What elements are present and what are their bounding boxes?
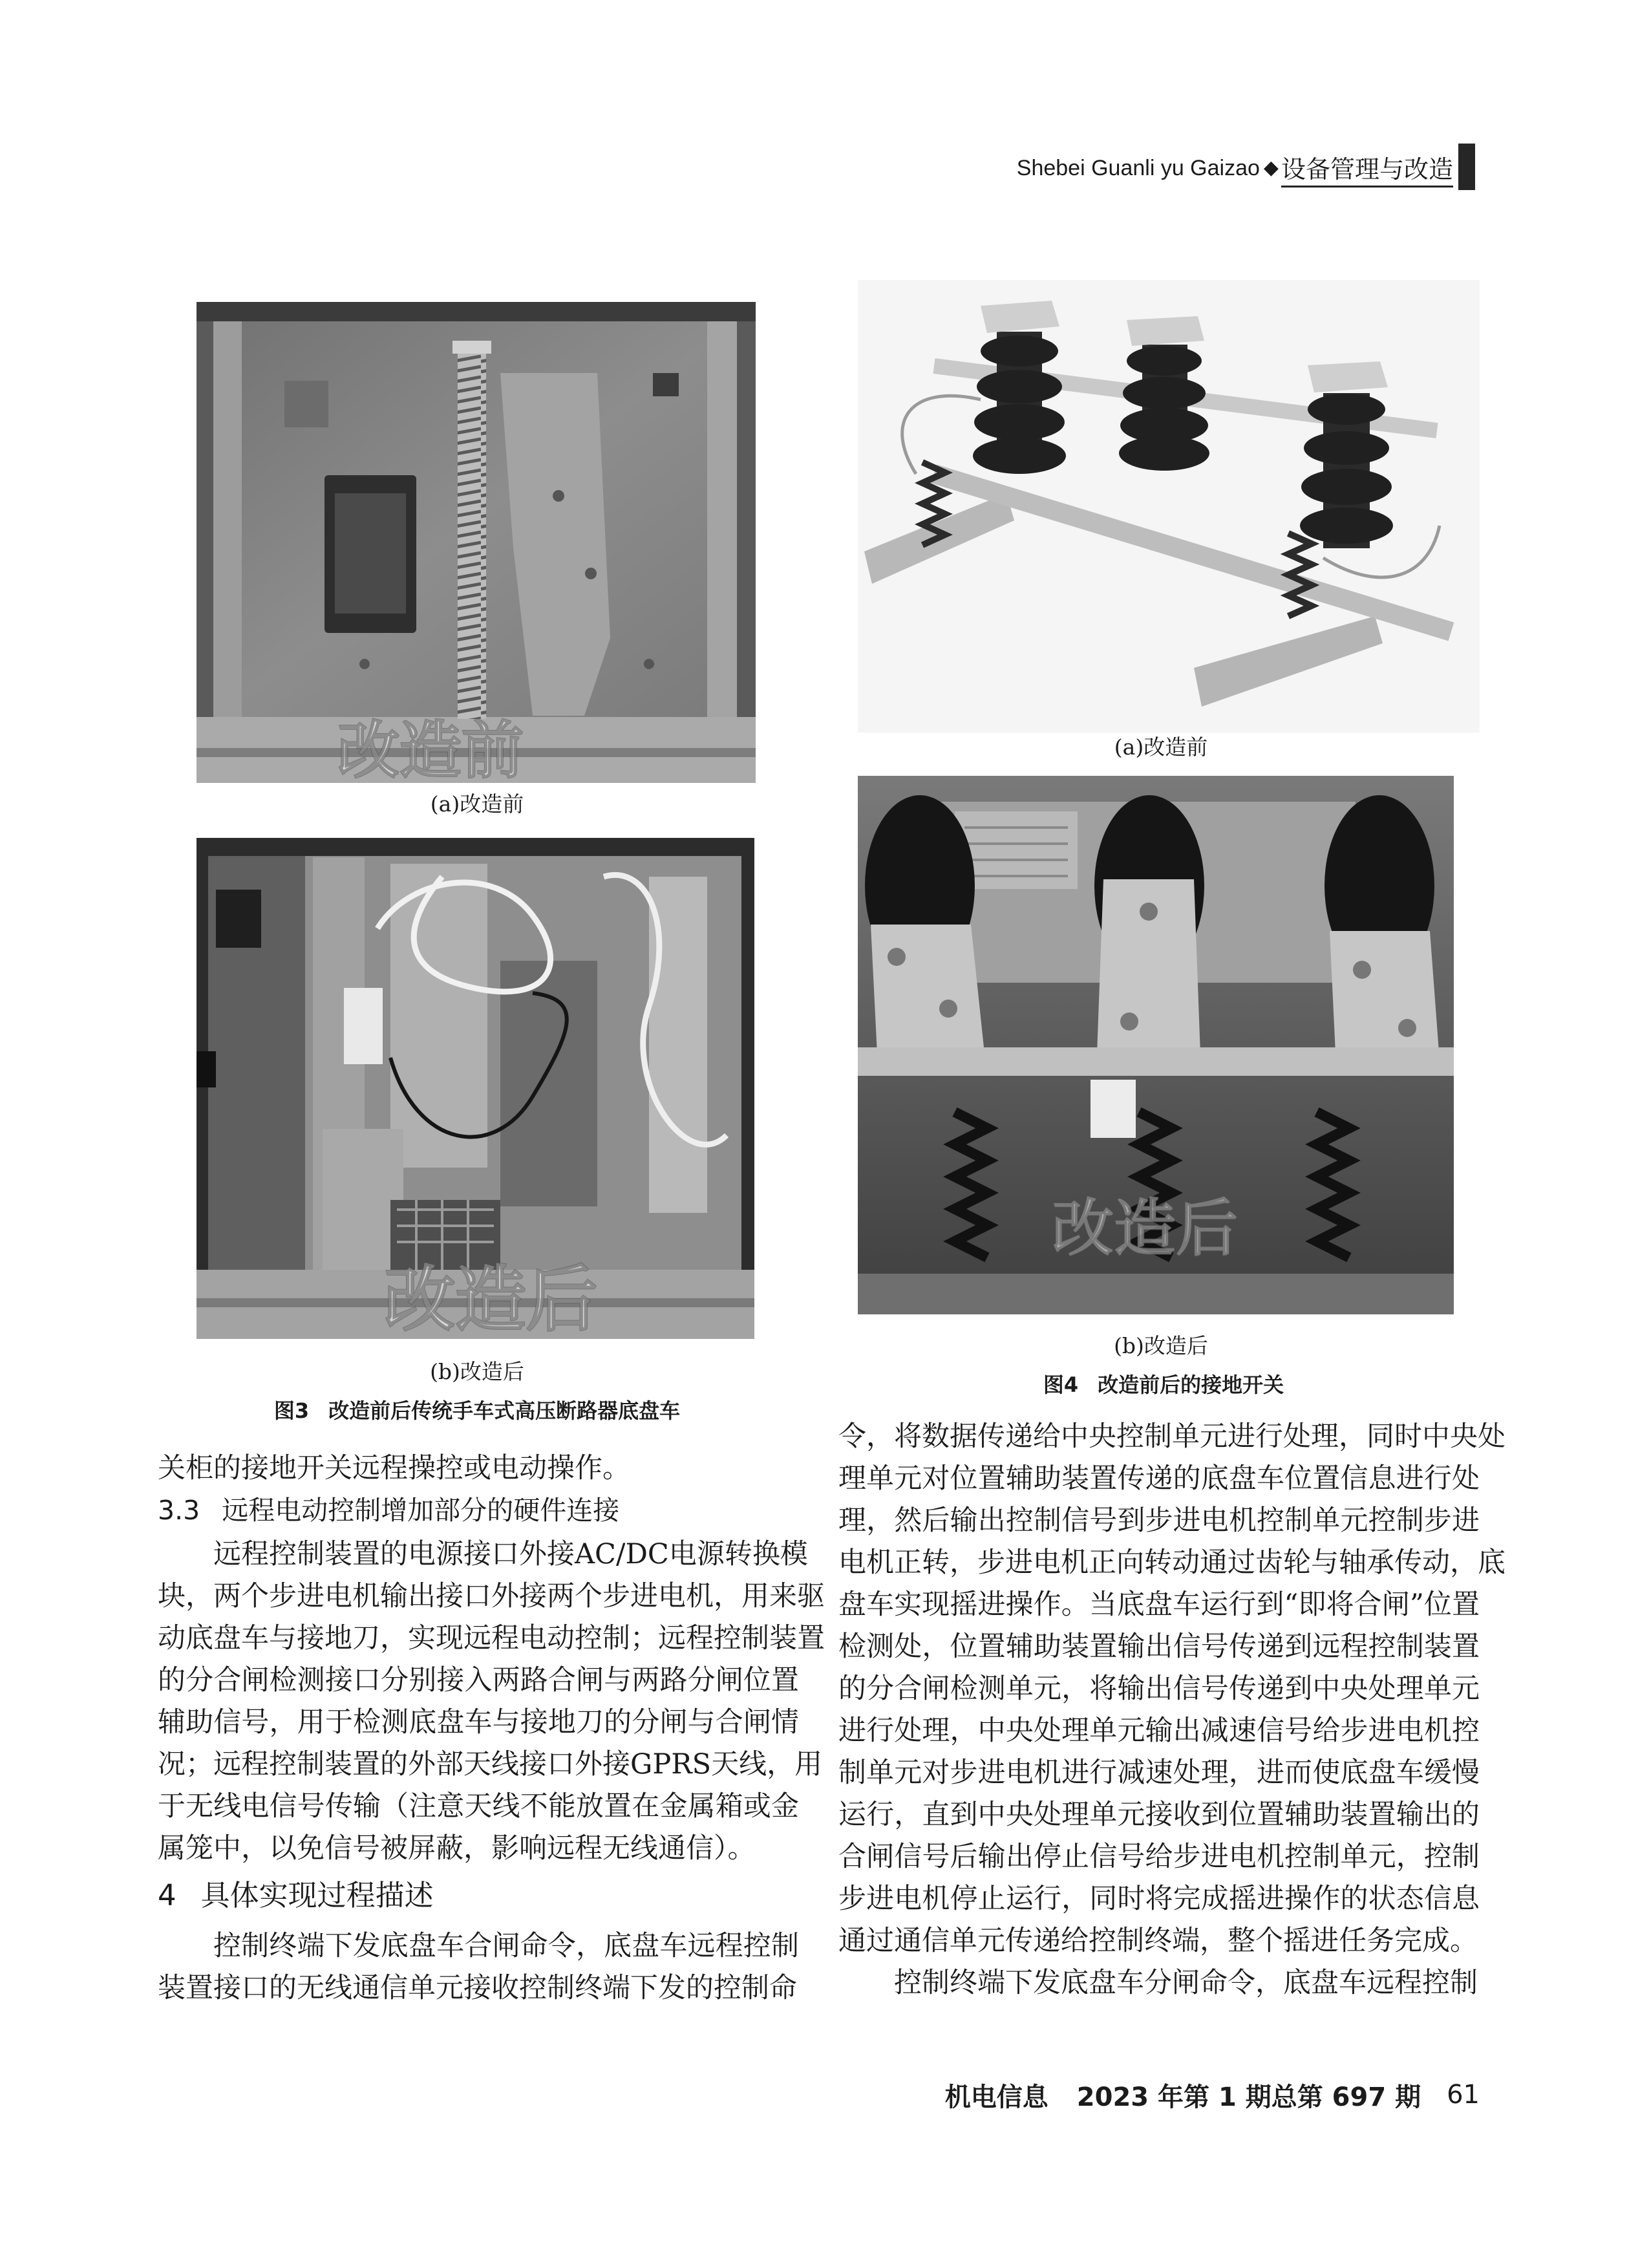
text-line: 装置接口的无线通信单元接收控制终端下发的控制命 <box>158 1972 797 2004</box>
earthing-switch-before-image <box>858 280 1480 733</box>
figure4b-caption: (b)改造后 <box>1114 1333 1208 1358</box>
text-line: 通过通信单元传递给控制终端，整个摇进任务完成。 <box>838 1925 1478 1957</box>
text-line: 运行，直到中央处理单元接收到位置辅助装置输出的 <box>838 1799 1480 1831</box>
text-line: 理，然后输出控制信号到步进电机控制单元控制步进 <box>838 1504 1480 1537</box>
text-line: 理单元对位置辅助装置传递的底盘车位置信息进行处 <box>838 1462 1480 1495</box>
journal-name: 机电信息 <box>944 2082 1048 2112</box>
paragraph-process-start <box>158 1925 799 2009</box>
text-line: 进行处理，中央处理单元输出减速信号给步进电机控 <box>838 1715 1480 1747</box>
text-line: 远程控制装置的电源接口外接AC/DC电源转换模 <box>213 1538 808 1570</box>
text-line: 步进电机停止运行，同时将完成摇进操作的状态信息 <box>838 1883 1480 1915</box>
figure3b-caption: (b)改造后 <box>430 1359 524 1384</box>
text-line: 电机正转，步进电机正向转动通过齿轮与轴承传动，底 <box>838 1546 1505 1579</box>
section-title: 具体实现过程描述 <box>200 1878 434 1912</box>
section-heading-3-3 <box>158 1490 799 1532</box>
screw-rod <box>458 347 486 719</box>
insulator <box>1119 316 1209 471</box>
photo-watermark: 改造前 <box>337 714 524 783</box>
figure3a-caption: (a)改造前 <box>430 791 524 817</box>
paragraph-continued <box>158 1448 799 1490</box>
text-line: 合闸信号后输出停止信号给步进电机控制单元，控制 <box>838 1841 1480 1873</box>
figure4-photo-b <box>858 776 1454 1314</box>
text-line: 属笼中，以免信号被屏蔽，影响远程无线通信）。 <box>158 1832 756 1865</box>
text-line: 辅助信号，用于检测底盘车与接地刀的分闸与合闸情 <box>158 1706 799 1738</box>
text-line: 控制终端下发底盘车分闸命令，底盘车远程控制 <box>894 1967 1478 1999</box>
figure4-photo-a <box>858 280 1480 733</box>
figure3-photo-a <box>197 302 756 783</box>
text-line: 盘车实现摇进操作。当底盘车运行到“即将合闸”位置 <box>838 1589 1480 1621</box>
figure3-photo-b <box>197 838 754 1339</box>
figure4-label: 图4 <box>1043 1373 1079 1397</box>
text-line: 制单元对步进电机进行减速处理，进而使底盘车缓慢 <box>838 1757 1480 1789</box>
text-line: 检测处，位置辅助装置输出信号传递到远程控制装置 <box>838 1631 1480 1663</box>
figure3-caption <box>186 1398 768 1424</box>
figure3-title: 改造前后传统手车式高压断路器底盘车 <box>328 1398 681 1423</box>
remote-module <box>344 988 383 1064</box>
text-line: 于无线电信号传输（注意天线不能放置在金属箱或金 <box>158 1790 799 1823</box>
issue-info: 2023 年第 1 期总第 697 期 <box>1076 2082 1421 2112</box>
text-line: 的分合闸检测接口分别接入两路合闸与两路分闸位置 <box>158 1664 799 1696</box>
photo-watermark: 改造后 <box>384 1258 597 1339</box>
section-number: 3.3 <box>158 1495 200 1526</box>
insulator <box>973 301 1066 474</box>
bracket <box>1330 931 1440 1067</box>
figure4-caption <box>873 1372 1454 1398</box>
running-title-chinese: 设备管理与改造 <box>1281 155 1453 187</box>
text-line: 的分合闸检测单元，将输出信号传递到中央处理单元 <box>838 1673 1480 1705</box>
text-line: 关柜的接地开关远程操控或电动操作。 <box>158 1452 630 1484</box>
text-line: 块，两个步进电机输出接口外接两个步进电机，用来驱 <box>158 1580 825 1612</box>
section-number: 4 <box>158 1878 176 1912</box>
text-line: 令，将数据传递给中央控制单元进行处理，同时中央处 <box>838 1420 1505 1453</box>
paragraph-hardware-connection <box>158 1534 825 1870</box>
figure4a-caption: (a)改造前 <box>1114 734 1208 760</box>
running-title-pinyin: Shebei Guanli yu Gaizao <box>1016 156 1260 180</box>
operating-shaft <box>858 1047 1454 1076</box>
figure4-title: 改造前后的接地开关 <box>1098 1373 1284 1397</box>
text-line: 控制终端下发底盘车合闸命令，底盘车远程控制 <box>213 1930 799 1962</box>
section-title: 远程电动控制增加部分的硬件连接 <box>222 1495 620 1526</box>
text-line: 动底盘车与接地刀，实现远程电动控制；远程控制装置 <box>158 1622 825 1654</box>
text-line: 况；远程控制装置的外部天线接口外接GPRS天线，用 <box>158 1748 823 1781</box>
bracket <box>871 925 984 1054</box>
running-header <box>1017 146 1453 187</box>
paragraph-open-command <box>838 1962 1480 2004</box>
diamond-separator: ◆ <box>1263 156 1279 179</box>
header-bar-mark <box>1458 144 1475 190</box>
figure3-label: 图3 <box>273 1398 310 1423</box>
page-number: 61 <box>1447 2080 1480 2110</box>
page-footer <box>945 2077 1480 2113</box>
photo-watermark: 改造后 <box>1052 1192 1238 1265</box>
section-heading-4 <box>158 1872 799 1919</box>
paragraph-process-continued <box>838 1416 1505 1962</box>
